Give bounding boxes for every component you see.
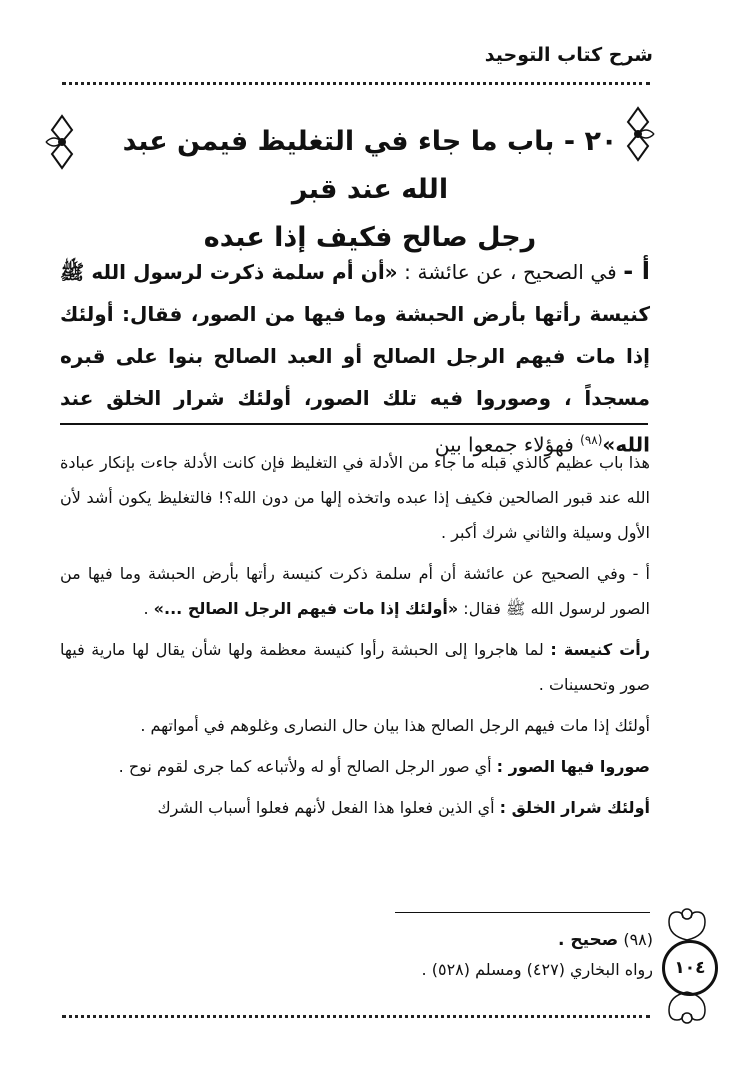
commentary-paragraph — [60, 749, 650, 784]
footnote — [422, 925, 653, 985]
commentary-text: أي الذين فعلوا هذا الفعل لأنهم فعلوا أسباب الشرك — [157, 798, 500, 817]
running-header: شرح كتاب التوحيد — [484, 44, 653, 66]
chapter-title — [100, 118, 640, 262]
floral-ornament-icon — [42, 112, 82, 172]
hadith-text — [60, 250, 650, 466]
commentary-text: أي صور الرجل الصالح أو له ولأتباعه كما جرى لقوم نوح . — [118, 757, 497, 776]
footer-divider — [62, 1015, 650, 1018]
hadith-quote: «أن أم سلمة ذكرت لرسول الله ﷺ كنيسة رأتها بأرض الحبشة وما فيها من الصور، فقال: أولئك إذا مات فيهم الرجل الصالح أو العبد الصالح بنوا على قبره مسجداً ، وصوروا فيه تلك الصور، أولئك شرار الخلق عند الله» — [60, 260, 650, 457]
commentary-text: . — [143, 599, 154, 618]
commentary-quote: «أولئك إذا مات فيهم الرجل الصالح ...» — [153, 599, 459, 618]
footnote-number: (٩٨) — [623, 930, 653, 949]
footnote-grade: صحيح . — [557, 930, 619, 950]
commentary — [60, 445, 650, 831]
footnote-head — [422, 925, 653, 955]
footnote-divider — [395, 912, 650, 913]
commentary-term: رأت كنيسة : — [550, 640, 651, 659]
commentary-text: لما هاجروا إلى الحبشة رأوا كنيسة معظمة ولها شأن يقال لها مارية فيها صور وتحسينات . — [60, 640, 650, 694]
commentary-paragraph: هذا باب عظيم كالذي قبله ما جاء من الأدلة في التغليظ فإن كانت الأدلة جاءت بإنكار عبادة الله عند قبور الصالحين فكيف إذا عبده واتخذه إلها من دون الله؟! فالتغليظ يكون أشد لأن الأول وسيلة والثاني شرك أكبر . — [60, 453, 650, 542]
commentary-paragraph: أولئك إذا مات فيهم الرجل الصالح هذا بيان حال النصارى وغلوهم في أمواتهم . — [140, 716, 650, 735]
chapter-title-line2: رجل صالح فكيف إذا عبده — [203, 222, 537, 253]
page-number: ١٠٤ — [662, 940, 718, 996]
page-badge-ornament-icon — [655, 990, 719, 1026]
commentary-paragraph — [60, 790, 650, 825]
page-badge-ornament-icon — [655, 906, 719, 942]
hadith-intro: في الصحيح ، عن عائشة : — [397, 260, 617, 284]
text-divider — [60, 423, 648, 425]
footnote-ref[interactable]: (٩٨) — [580, 433, 603, 447]
hadith-tail: فهؤلاء جمعوا بين — [434, 432, 581, 457]
chapter-title-line1: ٢٠ - باب ما جاء في التغليظ فيمن عبد الله عند قبر — [122, 126, 618, 205]
commentary-text: أ - وفي الصحيح عن عائشة أن أم سلمة ذكرت كنيسة رأتها بأرض الحبشة وما فيها من الصور لرسول الله ﷺ فقال: — [60, 564, 650, 618]
commentary-term: صوروا فيها الصور : — [496, 757, 650, 776]
footnote-source: رواه البخاري (٤٢٧) ومسلم (٥٢٨) . — [421, 960, 653, 979]
header-divider — [62, 82, 650, 85]
commentary-term: أولئك شرار الخلق : — [499, 798, 650, 817]
commentary-paragraph — [60, 556, 650, 626]
commentary-paragraph — [60, 632, 650, 702]
hadith-marker: أ - — [623, 257, 650, 285]
